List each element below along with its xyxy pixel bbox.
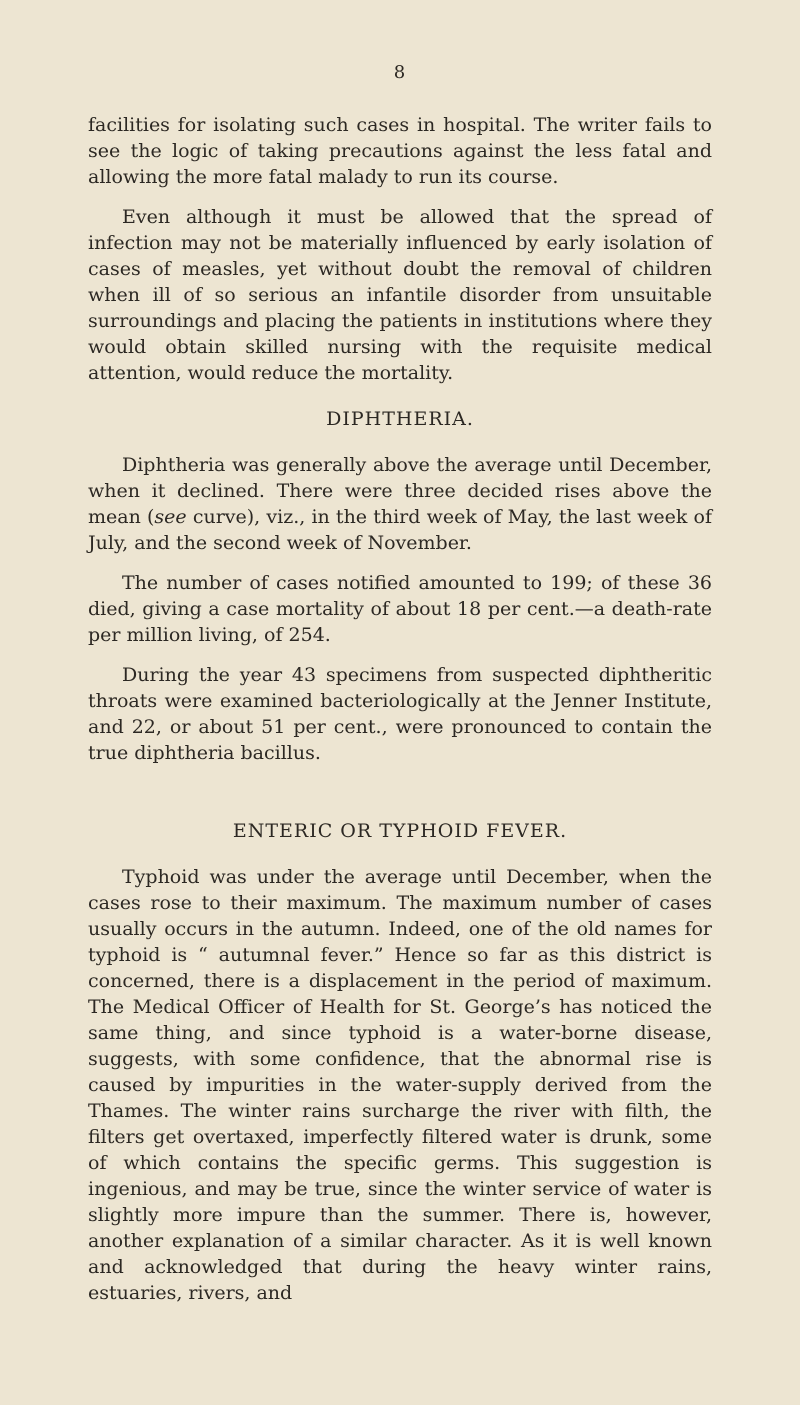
paragraph: During the year 43 specimens from suspected diphtheritic throats were examined bacteriologically at the Jenner Institute, and 22, or about 51 per cent., were pronounced to contain the true diphtheria bacillus. — [88, 664, 712, 764]
paragraph: The number of cases notified amounted to 199; of these 36 died, giving a case mortality of about 18 per cent.—a death-rate per million living, of 254. — [88, 572, 712, 646]
page-number: 8 — [393, 62, 407, 83]
paragraph: Even although it must be allowed that the spread of infection may not be materially influenced by early isolation of cases of measles, yet without doubt the removal of children when ill of so serious an infantile disorder from unsuitable surroundings and placing the patients in institutions where they would obtain skilled nursing with the requisite medical attention, would reduce the mortality. — [88, 206, 712, 384]
section-heading-enteric: ENTERIC OR TYPHOID FEVER. — [232, 820, 568, 842]
section-heading-diphtheria: DIPHTHERIA. — [326, 408, 474, 430]
paragraph — [88, 452, 712, 556]
italic-text: see — [154, 506, 187, 528]
paragraph-text: Diphtheria was generally above the average until December, when it declined. There were three decided rises above the mean ( — [88, 454, 712, 528]
page-body — [88, 112, 712, 1306]
paragraph-text: curve), viz., in the third week of May, the last week of July, and the second week of November. — [88, 506, 712, 554]
paragraph: facilities for isolating such cases in hospital. The writer fails to see the logic of taking precautions against the less fatal and allowing the more fatal malady to run its course. — [88, 114, 712, 188]
paragraph: Typhoid was under the average until December, when the cases rose to their maximum. The maximum number of cases usually occurs in the autumn. Indeed, one of the old names for typhoid is “ autumnal fever.” Hence so far as this district is concerned, there is a displacement in the period of maximum. The Medical Officer of Health for St. George’s has noticed the same thing, and since typhoid is a water-borne disease, suggests, with some confidence, that the abnormal rise is caused by impurities in the water-supply derived from the Thames. The winter rains surcharge the river with filth, the filters get overtaxed, imperfectly filtered water is drunk, some of which contains the specific germs. This suggestion is ingenious, and may be true, since the winter service of water is slightly more impure than the summer. There is, however, another explanation of a similar character. As it is well known and acknowledged that during the heavy winter rains, estuaries, rivers, and — [88, 866, 712, 1304]
